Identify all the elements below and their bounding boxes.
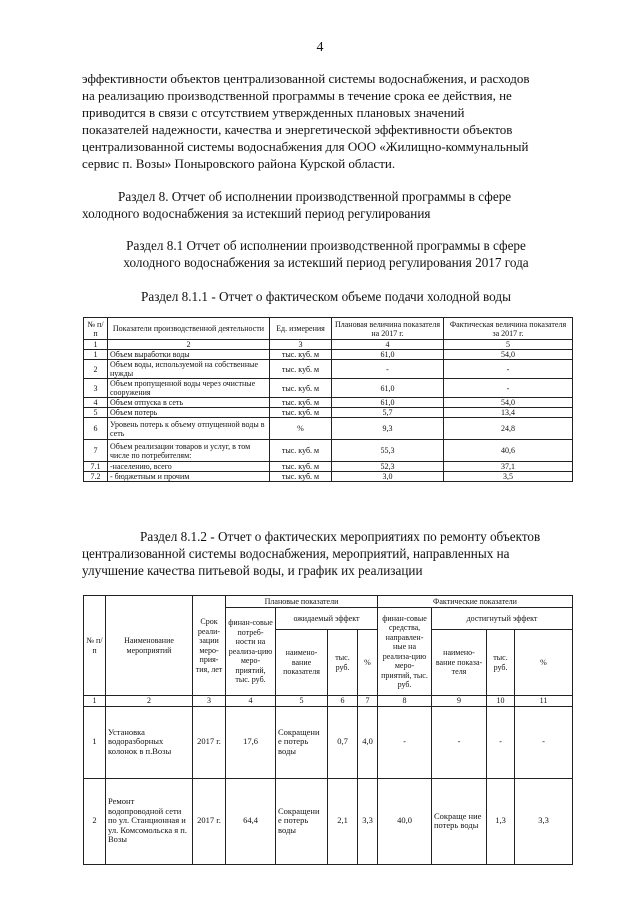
measure-name-cell: Ремонт водопроводной сети по ул. Станционная и ул. Комсомольска я п. Возы	[106, 778, 193, 864]
indicator-cell: Объем воды, используемой на собственные нужды	[108, 360, 270, 379]
indicator-cell: Объем реализации товаров и услуг, в том числе по потребителям:	[108, 440, 270, 462]
fact-effect-pct-cell: -	[515, 706, 573, 778]
fact-cell: 40,6	[444, 440, 573, 462]
table-header-row	[84, 596, 573, 608]
plan-cell: 5,7	[332, 408, 444, 418]
plan-cell: 3,0	[332, 472, 444, 482]
header-cell: Фактическая величина показателя за 2017 г.	[444, 318, 573, 340]
column-number: 7	[358, 696, 378, 707]
section81-line: Раздел 8.1 Отчет об исполнении производственной программы в сфере	[126, 238, 526, 253]
section81-heading	[82, 237, 570, 271]
row-number: 7.1	[84, 462, 108, 472]
column-number: 11	[515, 696, 573, 707]
fact-cell: 54,0	[444, 350, 573, 360]
header-cell: %	[515, 630, 573, 696]
column-number: 3	[270, 340, 332, 350]
fact-effect-rub-cell: 1,3	[487, 778, 515, 864]
header-cell: тыс. руб.	[328, 630, 358, 696]
plan-cell: 9,3	[332, 418, 444, 440]
unit-cell: тыс. куб. м	[270, 440, 332, 462]
section812-line: улучшение качества питьевой воды, и график их реализации	[82, 563, 423, 578]
intro-line: приводится в связи с отсутствием утвержденных плановых значений	[82, 105, 465, 120]
column-number: 9	[432, 696, 487, 707]
plan-fin-cell: 64,4	[226, 778, 276, 864]
header-cell: ожидаемый эффект	[276, 608, 378, 630]
intro-line: сервис п. Возы» Поныровского района Курской области.	[82, 156, 396, 171]
page-number: 4	[316, 40, 324, 55]
table-row	[84, 379, 573, 398]
fact-effect-pct-cell: 3,3	[515, 778, 573, 864]
unit-cell: тыс. куб. м	[270, 472, 332, 482]
plan-effect-rub-cell: 0,7	[328, 706, 358, 778]
unit-cell: тыс. куб. м	[270, 350, 332, 360]
header-cell: Наименование мероприятий	[106, 596, 193, 696]
indicator-cell: Объем пропущенной воды через очистные сооружения	[108, 379, 270, 398]
header-cell: Фактические показатели	[378, 596, 573, 608]
plan-cell: 52,3	[332, 462, 444, 472]
term-cell: 2017 г.	[193, 706, 226, 778]
fact-effect-rub-cell: -	[487, 706, 515, 778]
table-number-row	[84, 340, 573, 350]
fact-cell: -	[444, 360, 573, 379]
indicator-cell: Объем выработки воды	[108, 350, 270, 360]
row-number: 1	[84, 706, 106, 778]
table-row	[84, 360, 573, 379]
table-row	[84, 472, 573, 482]
plan-effect-pct-cell: 4,0	[358, 706, 378, 778]
intro-line: централизованной системы водоснабжения для ООО «Жилищно-коммунальный	[82, 139, 529, 154]
plan-effect-rub-cell: 2,1	[328, 778, 358, 864]
column-number: 4	[226, 696, 276, 707]
table-row	[84, 408, 573, 418]
unit-cell: %	[270, 418, 332, 440]
indicator-cell: Уровень потерь к объему отпущенной воды в сеть	[108, 418, 270, 440]
table-number-row	[84, 696, 573, 707]
indicator-cell: - бюджетным и прочим	[108, 472, 270, 482]
plan-cell: 61,0	[332, 398, 444, 408]
fact-cell: 3,5	[444, 472, 573, 482]
column-number: 1	[84, 696, 106, 707]
section812-line: централизованной системы водоснабжения, мероприятий, направленных на	[82, 546, 510, 561]
fact-fin-cell: 40,0	[378, 778, 432, 864]
column-number: 2	[108, 340, 270, 350]
column-number: 6	[328, 696, 358, 707]
unit-cell: тыс. куб. м	[270, 360, 332, 379]
fact-fin-cell: -	[378, 706, 432, 778]
repair-measures-table	[83, 595, 573, 865]
row-number: 4	[84, 398, 108, 408]
header-cell: достигнутый эффект	[432, 608, 573, 630]
fact-effect-name-cell: -	[432, 706, 487, 778]
plan-cell: 61,0	[332, 350, 444, 360]
column-number: 1	[84, 340, 108, 350]
section8-line: Раздел 8. Отчет об исполнении производственной программы в сфере	[118, 189, 512, 204]
unit-cell: тыс. куб. м	[270, 379, 332, 398]
plan-cell: 61,0	[332, 379, 444, 398]
water-volume-table	[83, 317, 573, 482]
intro-line: эффективности объектов централизованной системы водоснабжения, и расходов	[82, 71, 530, 86]
header-cell: Показатели производственной деятельности	[108, 318, 270, 340]
plan-effect-name-cell: Сокращени е потерь воды	[276, 706, 328, 778]
section812-line: Раздел 8.1.2 - Отчет о фактических мероприятиях по ремонту объектов	[140, 529, 541, 544]
header-cell: Плановая величина показателя на 2017 г.	[332, 318, 444, 340]
table-row	[84, 778, 573, 864]
table-row	[84, 440, 573, 462]
header-cell: финан-совые потреб-ности на реализа-цию меро-приятий, тыс. руб.	[226, 608, 276, 696]
plan-cell: -	[332, 360, 444, 379]
table-row	[84, 418, 573, 440]
header-cell: наимено-вание показателя	[276, 630, 328, 696]
column-number: 5	[276, 696, 328, 707]
table-row	[84, 706, 573, 778]
row-number: 7.2	[84, 472, 108, 482]
row-number: 5	[84, 408, 108, 418]
plan-effect-pct-cell: 3,3	[358, 778, 378, 864]
row-number: 2	[84, 778, 106, 864]
table-row	[84, 462, 573, 472]
unit-cell: тыс. куб. м	[270, 408, 332, 418]
section812-heading	[82, 528, 570, 579]
measure-name-cell: Установка водоразборных колонок в п.Возы	[106, 706, 193, 778]
fact-cell: -	[444, 379, 573, 398]
header-cell: № п/п	[84, 596, 106, 696]
indicator-cell: -населению, всего	[108, 462, 270, 472]
header-cell: Ед. измерения	[270, 318, 332, 340]
intro-paragraph	[82, 70, 570, 172]
section8-heading	[82, 188, 570, 222]
plan-fin-cell: 17,6	[226, 706, 276, 778]
header-cell: финан-совые средства, направлен-ные на реализа-цию меро-приятий, тыс. руб.	[378, 608, 432, 696]
column-number: 10	[487, 696, 515, 707]
table-header-row	[84, 318, 573, 340]
row-number: 3	[84, 379, 108, 398]
indicator-cell: Объем отпуска в сеть	[108, 398, 270, 408]
column-number: 8	[378, 696, 432, 707]
unit-cell: тыс. куб. м	[270, 398, 332, 408]
row-number: 1	[84, 350, 108, 360]
section8-line: холодного водоснабжения за истекший период регулирования	[82, 206, 431, 221]
header-cell: № п/п	[84, 318, 108, 340]
intro-line: на реализацию производственной программы в течение срока ее действия, не	[82, 88, 512, 103]
header-cell: Срок реали-зации меро-прия-тия, лет	[193, 596, 226, 696]
column-number: 4	[332, 340, 444, 350]
row-number: 6	[84, 418, 108, 440]
fact-cell: 24,8	[444, 418, 573, 440]
table-row	[84, 350, 573, 360]
fact-cell: 13,4	[444, 408, 573, 418]
column-number: 2	[106, 696, 193, 707]
header-cell: тыс. руб.	[487, 630, 515, 696]
row-number: 7	[84, 440, 108, 462]
column-number: 5	[444, 340, 573, 350]
section811-heading: Раздел 8.1.1 - Отчет о фактическом объеме подачи холодной воды	[141, 289, 511, 304]
unit-cell: тыс. куб. м	[270, 462, 332, 472]
fact-cell: 54,0	[444, 398, 573, 408]
plan-cell: 55,3	[332, 440, 444, 462]
header-cell: наимено-вание показа-теля	[432, 630, 487, 696]
plan-effect-name-cell: Сокращени е потерь воды	[276, 778, 328, 864]
header-cell: %	[358, 630, 378, 696]
column-number: 3	[193, 696, 226, 707]
fact-cell: 37,1	[444, 462, 573, 472]
header-cell: Плановые показатели	[226, 596, 378, 608]
indicator-cell: Объем потерь	[108, 408, 270, 418]
intro-line: показателей надежности, качества и энергетической эффективности объектов	[82, 122, 513, 137]
table-row	[84, 398, 573, 408]
section81-line: холодного водоснабжения за истекший период регулирования 2017 года	[123, 255, 529, 270]
row-number: 2	[84, 360, 108, 379]
fact-effect-name-cell: Сокраще ние потерь воды	[432, 778, 487, 864]
term-cell: 2017 г.	[193, 778, 226, 864]
